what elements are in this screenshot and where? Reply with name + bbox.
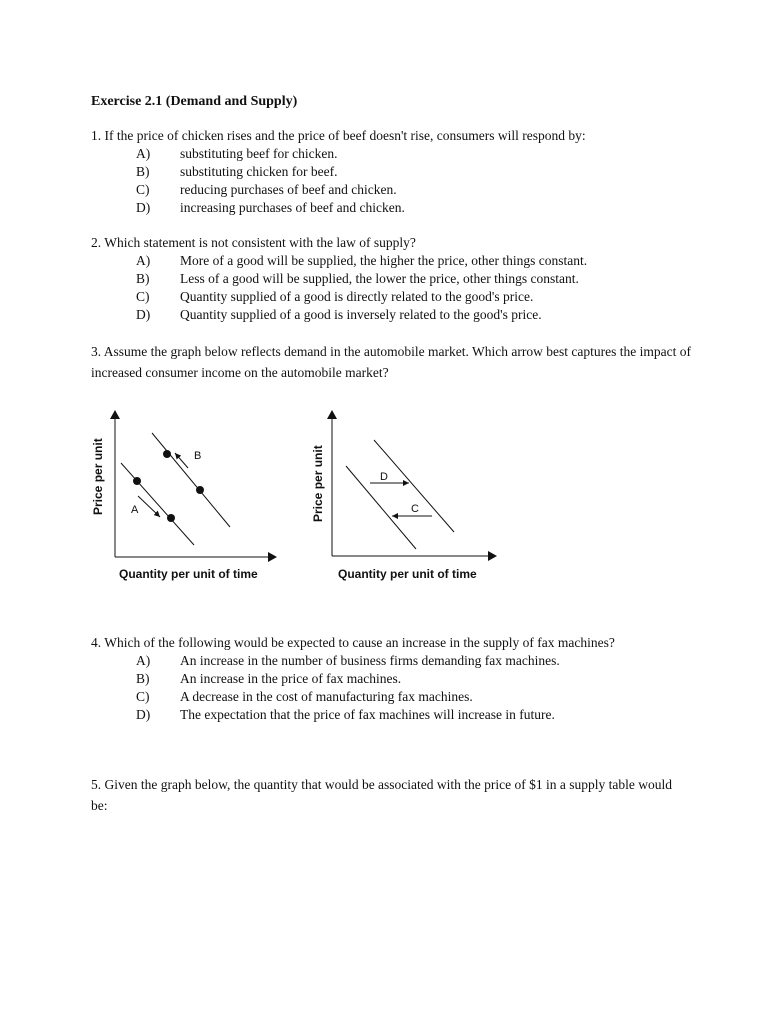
right-demand-graph — [308, 405, 508, 585]
left-graph-svg — [88, 405, 288, 585]
option-letter: A) — [136, 146, 151, 161]
y-axis-label: Price per unit — [91, 438, 105, 515]
arrow-a-label: A — [131, 504, 139, 516]
option-letter: B) — [136, 671, 150, 686]
x-axis-label: Quantity per unit of time — [338, 567, 477, 581]
question-5 — [91, 774, 691, 816]
option-row — [91, 270, 691, 288]
option-row — [91, 306, 691, 324]
point-b-start — [196, 486, 204, 494]
option-text: Quantity supplied of a good is directly related to the good's price. — [180, 289, 534, 304]
y-axis-label: Price per unit — [311, 445, 325, 522]
option-letter: C) — [136, 182, 150, 197]
arrow-b-label: B — [194, 450, 202, 462]
x-axis-arrowhead — [488, 551, 497, 561]
option-text: substituting beef for chicken. — [180, 146, 338, 161]
question-1 — [91, 127, 691, 217]
option-letter: C) — [136, 289, 150, 304]
option-text: reducing purchases of beef and chicken. — [180, 182, 397, 197]
option-letter: D) — [136, 307, 151, 322]
question-4-text: 4. Which of the following would be expected to cause an increase in the supply of fax machines? — [91, 635, 615, 650]
option-letter: B) — [136, 271, 150, 286]
point-b-end — [163, 450, 171, 458]
x-axis-arrowhead — [268, 552, 277, 562]
option-row — [91, 163, 691, 181]
option-letter: C) — [136, 689, 150, 704]
demand-curve-upper — [152, 433, 230, 527]
y-axis-arrowhead — [327, 410, 337, 419]
option-row — [91, 145, 691, 163]
option-row — [91, 706, 691, 724]
question-2 — [91, 234, 691, 324]
x-axis-label: Quantity per unit of time — [119, 567, 258, 581]
option-text: A decrease in the cost of manufacturing fax machines. — [180, 689, 473, 704]
option-row — [91, 288, 691, 306]
option-text: The expectation that the price of fax machines will increase in future. — [180, 707, 555, 722]
left-demand-graph — [88, 405, 288, 585]
option-text: increasing purchases of beef and chicken. — [180, 200, 405, 215]
demand-curve-upper — [374, 440, 454, 532]
option-letter: D) — [136, 707, 151, 722]
option-text: substituting chicken for beef. — [180, 164, 338, 179]
arrow-a — [138, 496, 160, 517]
option-row — [91, 252, 691, 270]
option-row — [91, 199, 691, 217]
question-2-text: 2. Which statement is not consistent with the law of supply? — [91, 235, 416, 250]
point-a-start — [133, 477, 141, 485]
question-3 — [91, 341, 691, 383]
option-text: Quantity supplied of a good is inversely related to the good's price. — [180, 307, 542, 322]
right-graph-svg — [308, 405, 508, 585]
option-row — [91, 652, 691, 670]
option-row — [91, 181, 691, 199]
option-letter: A) — [136, 653, 151, 668]
option-letter: D) — [136, 200, 151, 215]
arrow-b — [175, 453, 188, 468]
question-3-text: 3. Assume the graph below reflects demand in the automobile market. Which arrow best captures the impact of increased consumer income on the automobile market? — [91, 344, 691, 380]
arrow-d-label: D — [380, 471, 388, 483]
option-text: An increase in the price of fax machines. — [180, 671, 402, 686]
question-4 — [91, 634, 691, 724]
option-text: Less of a good will be supplied, the lower the price, other things constant. — [180, 271, 579, 286]
option-text: More of a good will be supplied, the higher the price, other things constant. — [180, 253, 588, 268]
y-axis-arrowhead — [110, 410, 120, 419]
question-1-text: 1. If the price of chicken rises and the price of beef doesn't rise, consumers will respond by: — [91, 128, 586, 143]
arrow-c-label: C — [411, 503, 419, 515]
option-letter: B) — [136, 164, 150, 179]
option-letter: A) — [136, 253, 151, 268]
point-a-end — [167, 514, 175, 522]
question-5-text: 5. Given the graph below, the quantity that would be associated with the price of $1 in a supply table would be: — [91, 777, 672, 813]
option-row — [91, 688, 691, 706]
option-text: An increase in the number of business firms demanding fax machines. — [180, 653, 560, 668]
option-row — [91, 670, 691, 688]
exercise-title: Exercise 2.1 (Demand and Supply) — [91, 94, 298, 109]
